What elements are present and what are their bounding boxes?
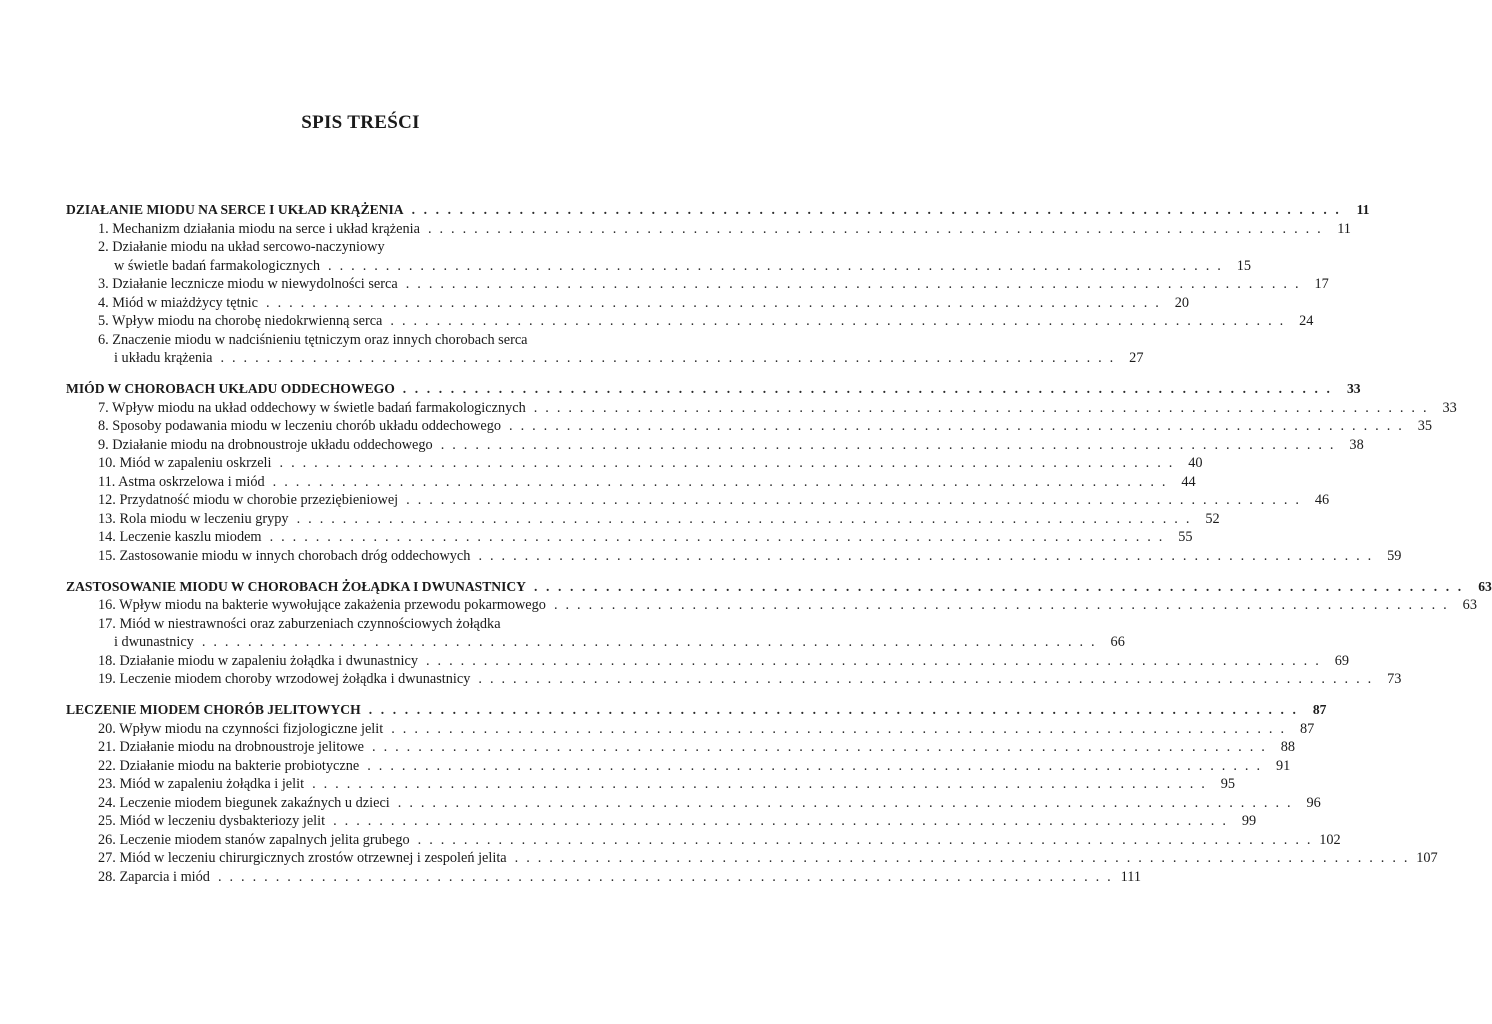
toc-entry-text: w świetle badań farmakologicznych <box>114 257 321 274</box>
section-heading <box>66 380 1361 399</box>
toc-entry-text: i dwunastnicy <box>114 634 194 650</box>
toc-entry-line: 17. Miód w niestrawności oraz zaburzeniach czynnościowych żołądka <box>98 615 501 632</box>
toc-page-number: 88 <box>1280 739 1296 755</box>
toc-entry <box>66 454 1203 473</box>
page-title: SPIS TREŚCI <box>301 112 420 133</box>
toc-entry <box>66 510 1220 529</box>
toc-entry-text: 9. Działanie miodu na drobnoustroje układu oddechowego <box>98 436 433 453</box>
dot-leader: . . . . . . . . . . . . . . . . . . . . . . . . . . . . . . . . . . . . . . . . . . . . . . . . . . . . . . . . . . . . . . . . . . . . . . . . . . . . . . <box>296 510 1192 527</box>
toc-page-number: 35 <box>1417 418 1433 434</box>
dot-leader: . . . . . . . . . . . . . . . . . . . . . . . . . . . . . . . . . . . . . . . . . . . . . . . . . . . . . . . . . . . . . . . . . . . . . . . . . . . . . . <box>328 257 1224 274</box>
toc-entry-text: 13. Rola miodu w leczeniu grypy <box>98 510 289 527</box>
dot-leader: . . . . . . . . . . . . . . . . . . . . . . . . . . . . . . . . . . . . . . . . . . . . . . . . . . . . . . . . . . . . . . . . . . . . . . . . . . . . . . <box>272 473 1168 490</box>
toc-entry-text: 11. Astma oskrzelowa i miód <box>98 473 265 490</box>
dot-leader: . . . . . . . . . . . . . . . . . . . . . . . . . . . . . . . . . . . . . . . . . . . . . . . . . . . . . . . . . . . . . . . . . . . . . . . . . . . . . . <box>312 776 1208 792</box>
toc-section <box>66 201 1370 368</box>
toc-page-number: 69 <box>1334 652 1350 669</box>
toc-entry <box>66 720 1315 739</box>
toc-entry-text: 19. Leczenie miodem choroby wrzodowej żołądka i dwunastnicy <box>98 671 471 687</box>
toc-entry-text: 21. Działanie miodu na drobnoustroje jelitowe <box>98 739 365 755</box>
dot-leader: . . . . . . . . . . . . . . . . . . . . . . . . . . . . . . . . . . . . . . . . . . . . . . . . . . . . . . . . . . . . . . . . . . . . . . . . . . . . . . <box>406 492 1302 508</box>
dot-leader: . . . . . . . . . . . . . . . . . . . . . . . . . . . . . . . . . . . . . . . . . . . . . . . . . . . . . . . . . . . . . . . . . . . . . . . . . . . . . . <box>269 529 1165 545</box>
toc-page-number: 95 <box>1220 776 1236 792</box>
toc-entry <box>66 775 1236 794</box>
dot-leader: . . . . . . . . . . . . . . . . . . . . . . . . . . . . . . . . . . . . . . . . . . . . . . . . . . . . . . . . . . . . . . . . . . . . . . . . . . . . . . <box>514 850 1410 866</box>
section-page-number: 33 <box>1346 381 1361 396</box>
toc-entry <box>66 528 1193 547</box>
section-heading <box>66 201 1370 220</box>
toc-entry <box>66 473 1196 492</box>
dot-leader: . . . . . . . . . . . . . . . . . . . . . . . . . . . . . . . . . . . . . . . . . . . . . . . . . . . . . . . . . . . . . . . . . . . . . . . . . . . . . . <box>402 381 1333 396</box>
section-heading-text: ZASTOSOWANIE MIODU W CHOROBACH ŻOŁĄDKA I DWUNASTNICY <box>66 578 527 594</box>
toc-entry-text: 28. Zaparcia i miód <box>98 868 210 885</box>
dot-leader: . . . . . . . . . . . . . . . . . . . . . . . . . . . . . . . . . . . . . . . . . . . . . . . . . . . . . . . . . . . . . . . . . . . . . . . . . . . . . . <box>440 436 1336 453</box>
toc-section <box>66 701 1438 886</box>
toc-page-number: 46 <box>1314 492 1330 508</box>
toc-entry-text: 26. Leczenie miodem stanów zapalnych jelita grubego <box>98 831 410 848</box>
toc-page-number: 102 <box>1319 831 1341 848</box>
dot-leader: . . . . . . . . . . . . . . . . . . . . . . . . . . . . . . . . . . . . . . . . . . . . . . . . . . . . . . . . . . . . . . . . . . . . . . . . . . . . . . <box>411 202 1342 217</box>
toc-entry <box>66 794 1321 813</box>
toc-entry <box>66 738 1296 757</box>
dot-leader: . . . . . . . . . . . . . . . . . . . . . . . . . . . . . . . . . . . . . . . . . . . . . . . . . . . . . . . . . . . . . . . . . . . . . . . . . . . . . . <box>478 547 1374 564</box>
dot-leader: . . . . . . . . . . . . . . . . . . . . . . . . . . . . . . . . . . . . . . . . . . . . . . . . . . . . . . . . . . . . . . . . . . . . . . . . . . . . . . <box>390 313 1286 329</box>
toc-entry-line: 2. Działanie miodu na układ sercowo-naczyniowy <box>98 239 385 255</box>
toc-entry <box>66 596 1477 615</box>
dot-leader: . . . . . . . . . . . . . . . . . . . . . . . . . . . . . . . . . . . . . . . . . . . . . . . . . . . . . . . . . . . . . . . . . . . . . . . . . . . . . . <box>368 702 1299 717</box>
dot-leader: . . . . . . . . . . . . . . . . . . . . . . . . . . . . . . . . . . . . . . . . . . . . . . . . . . . . . . . . . . . . . . . . . . . . . . . . . . . . . . <box>217 868 1113 885</box>
dot-leader: . . . . . . . . . . . . . . . . . . . . . . . . . . . . . . . . . . . . . . . . . . . . . . . . . . . . . . . . . . . . . . . . . . . . . . . . . . . . . . <box>372 739 1268 755</box>
toc-page-number: 11 <box>1337 220 1351 237</box>
toc-entry <box>66 399 1457 418</box>
toc-entry <box>66 417 1433 436</box>
dot-leader: . . . . . . . . . . . . . . . . . . . . . . . . . . . . . . . . . . . . . . . . . . . . . . . . . . . . . . . . . . . . . . . . . . . . . . . . . . . . . . <box>220 350 1116 366</box>
dot-leader: . . . . . . . . . . . . . . . . . . . . . . . . . . . . . . . . . . . . . . . . . . . . . . . . . . . . . . . . . . . . . . . . . . . . . . . . . . . . . . <box>367 757 1263 774</box>
toc-page-number: 63 <box>1462 597 1477 613</box>
section-page-number: 11 <box>1356 202 1370 217</box>
dot-leader: . . . . . . . . . . . . . . . . . . . . . . . . . . . . . . . . . . . . . . . . . . . . . . . . . . . . . . . . . . . . . . . . . . . . . . . . . . . . . . <box>426 652 1322 669</box>
toc-entry-text: 8. Sposoby podawania miodu w leczeniu chorób układu oddechowego <box>98 418 502 434</box>
toc-entry <box>66 831 1341 850</box>
toc-page-number: 33 <box>1442 399 1457 416</box>
toc-entry-text: i układu krążenia <box>114 350 213 366</box>
toc-entry <box>66 757 1291 776</box>
toc-entry-text: 24. Leczenie miodem biegunek zakaźnych u dzieci <box>98 794 390 811</box>
toc-entry-text: 1. Mechanizm działania miodu na serce i układ krążenia <box>98 220 420 237</box>
toc-entry <box>66 220 1351 239</box>
dot-leader: . . . . . . . . . . . . . . . . . . . . . . . . . . . . . . . . . . . . . . . . . . . . . . . . . . . . . . . . . . . . . . . . . . . . . . . . . . . . . . <box>427 220 1323 237</box>
section-heading <box>66 578 1492 597</box>
toc-page-number: 20 <box>1174 294 1190 311</box>
toc-page-number: 66 <box>1110 634 1125 650</box>
toc-page-number: 96 <box>1306 794 1321 811</box>
toc-entry <box>66 547 1402 566</box>
section-heading-text: MIÓD W CHOROBACH UKŁADU ODDECHOWEGO <box>66 381 395 396</box>
toc-entry-text: 14. Leczenie kaszlu miodem <box>98 529 262 545</box>
toc-entry-text: 22. Działanie miodu na bakterie probiotyczne <box>98 757 360 774</box>
toc-page-number: 24 <box>1299 313 1314 329</box>
toc-entry <box>66 294 1190 313</box>
dot-leader: . . . . . . . . . . . . . . . . . . . . . . . . . . . . . . . . . . . . . . . . . . . . . . . . . . . . . . . . . . . . . . . . . . . . . . . . . . . . . . <box>201 634 1097 650</box>
dot-leader: . . . . . . . . . . . . . . . . . . . . . . . . . . . . . . . . . . . . . . . . . . . . . . . . . . . . . . . . . . . . . . . . . . . . . . . . . . . . . . <box>405 276 1301 292</box>
toc-entry-text: 7. Wpływ miodu na układ oddechowy w świetle badań farmakologicznych <box>98 399 526 416</box>
toc-entry-text: 25. Miód w leczeniu dysbakteriozy jelit <box>98 813 326 829</box>
toc-page-number: 87 <box>1299 720 1315 737</box>
section-page-number: 63 <box>1478 578 1492 594</box>
toc-page-number: 17 <box>1314 276 1329 292</box>
dot-leader: . . . . . . . . . . . . . . . . . . . . . . . . . . . . . . . . . . . . . . . . . . . . . . . . . . . . . . . . . . . . . . . . . . . . . . . . . . . . . . <box>533 399 1429 416</box>
toc-page-number: 15 <box>1236 257 1252 274</box>
toc-entry-text: 18. Działanie miodu w zapaleniu żołądka i dwunastnicy <box>98 652 418 669</box>
dot-leader: . . . . . . . . . . . . . . . . . . . . . . . . . . . . . . . . . . . . . . . . . . . . . . . . . . . . . . . . . . . . . . . . . . . . . . . . . . . . . . <box>333 813 1229 829</box>
section-heading-text: DZIAŁANIE MIODU NA SERCE I UKŁAD KRĄŻENIA <box>66 202 404 217</box>
section-page-number: 87 <box>1312 702 1327 717</box>
dot-leader: . . . . . . . . . . . . . . . . . . . . . . . . . . . . . . . . . . . . . . . . . . . . . . . . . . . . . . . . . . . . . . . . . . . . . . . . . . . . . . <box>266 294 1162 311</box>
toc-page-number: 59 <box>1387 547 1402 564</box>
toc-section <box>66 578 1492 689</box>
dot-leader: . . . . . . . . . . . . . . . . . . . . . . . . . . . . . . . . . . . . . . . . . . . . . . . . . . . . . . . . . . . . . . . . . . . . . . . . . . . . . . <box>397 794 1293 811</box>
toc-entry-text: 16. Wpływ miodu na bakterie wywołujące zakażenia przewodu pokarmowego <box>98 597 546 613</box>
toc-entry <box>66 436 1364 455</box>
toc-page-number: 52 <box>1205 510 1220 527</box>
dot-leader: . . . . . . . . . . . . . . . . . . . . . . . . . . . . . . . . . . . . . . . . . . . . . . . . . . . . . . . . . . . . . . . . . . . . . . . . . . . . . . <box>279 455 1175 471</box>
section-heading-text: LECZENIE MIODEM CHORÓB JELITOWYCH <box>66 702 361 717</box>
table-of-contents <box>66 201 1492 899</box>
toc-entry-text: 27. Miód w leczeniu chirurgicznych zrostów otrzewnej i zespoleń jelita <box>98 850 507 866</box>
toc-page-number: 91 <box>1275 757 1291 774</box>
toc-page-number: 107 <box>1416 850 1438 866</box>
toc-entry <box>66 849 1438 868</box>
toc-entry-text: 10. Miód w zapaleniu oskrzeli <box>98 455 272 471</box>
toc-entry <box>66 868 1141 887</box>
dot-leader: . . . . . . . . . . . . . . . . . . . . . . . . . . . . . . . . . . . . . . . . . . . . . . . . . . . . . . . . . . . . . . . . . . . . . . . . . . . . . . <box>417 831 1313 848</box>
toc-page-number: 99 <box>1241 813 1257 829</box>
toc-entry-line: 6. Znaczenie miodu w nadciśnieniu tętniczym oraz innych chorobach serca <box>98 331 528 348</box>
toc-entry <box>66 312 1314 331</box>
toc-entry-text: 3. Działanie lecznicze miodu w niewydolności serca <box>98 276 398 292</box>
dot-leader: . . . . . . . . . . . . . . . . . . . . . . . . . . . . . . . . . . . . . . . . . . . . . . . . . . . . . . . . . . . . . . . . . . . . . . . . . . . . . . <box>509 418 1405 434</box>
toc-entry <box>66 491 1330 510</box>
toc-section <box>66 380 1457 565</box>
toc-page-number: 44 <box>1181 473 1196 490</box>
dot-leader: . . . . . . . . . . . . . . . . . . . . . . . . . . . . . . . . . . . . . . . . . . . . . . . . . . . . . . . . . . . . . . . . . . . . . . . . . . . . . . <box>391 720 1287 737</box>
toc-entry-text: 23. Miód w zapaleniu żołądka i jelit <box>98 776 305 792</box>
toc-page-number: 111 <box>1120 868 1141 885</box>
section-heading <box>66 701 1327 720</box>
toc-entry <box>66 275 1329 294</box>
toc-entry <box>66 812 1257 831</box>
toc-page-number: 73 <box>1387 671 1402 687</box>
toc-page-number: 27 <box>1129 350 1144 366</box>
toc-page-number: 40 <box>1188 455 1203 471</box>
toc-entry-text: 15. Zastosowanie miodu w innych chorobach dróg oddechowych <box>98 547 471 564</box>
toc-entry <box>66 633 1125 652</box>
toc-entry <box>66 670 1402 689</box>
dot-leader: . . . . . . . . . . . . . . . . . . . . . . . . . . . . . . . . . . . . . . . . . . . . . . . . . . . . . . . . . . . . . . . . . . . . . . . . . . . . . . <box>478 671 1374 687</box>
dot-leader: . . . . . . . . . . . . . . . . . . . . . . . . . . . . . . . . . . . . . . . . . . . . . . . . . . . . . . . . . . . . . . . . . . . . . . . . . . . . . . <box>534 578 1464 594</box>
toc-entry-text: 12. Przydatność miodu w chorobie przeziębieniowej <box>98 492 399 508</box>
dot-leader: . . . . . . . . . . . . . . . . . . . . . . . . . . . . . . . . . . . . . . . . . . . . . . . . . . . . . . . . . . . . . . . . . . . . . . . . . . . . . . <box>553 597 1449 613</box>
toc-entry <box>66 349 1144 368</box>
toc-entry-text: 5. Wpływ miodu na chorobę niedokrwienną serca <box>98 313 383 329</box>
toc-entry-text: 4. Miód w miażdżycy tętnic <box>98 294 259 311</box>
toc-entry <box>66 257 1252 276</box>
toc-entry-text: 20. Wpływ miodu na czynności fizjologiczne jelit <box>98 720 384 737</box>
toc-entry <box>66 652 1350 671</box>
toc-page-number: 55 <box>1178 529 1193 545</box>
toc-page-number: 38 <box>1349 436 1364 453</box>
